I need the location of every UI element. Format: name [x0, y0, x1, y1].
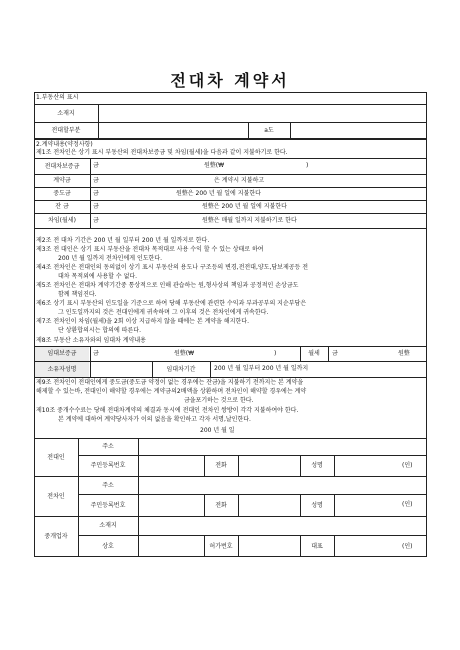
broker-label: 중개업자 — [44, 533, 68, 540]
deposit-close: ) — [306, 162, 309, 169]
article-line: 제5조 전차인은 전대차 계약기간중 통상적으로 인해 관습하는 원,형사상의 책임과 공정적인 손상금도 — [36, 282, 299, 289]
balance-detail: 원整은 200 년 월 일에 지불한다 — [202, 203, 287, 210]
lessor-address-label: 주소 — [102, 443, 114, 450]
owner-deposit-korean: 원整(₩ — [174, 350, 195, 357]
owner-deposit-close: ) — [274, 350, 277, 357]
broker-trade-name-label: 상호 — [102, 542, 114, 550]
lease-period-value[interactable]: 200 년 월 일부터 200 년 월 일까지 — [214, 365, 309, 372]
monthly-rent-label: 차임(월세) — [48, 217, 76, 224]
monthly-rent-value[interactable]: 금 — [93, 217, 99, 224]
lease-period-label: 임대차기간 — [166, 365, 196, 373]
section1-heading: 1.부동산의 표시 — [36, 94, 79, 101]
article-9-line: 금을포기하는 것으로 한다. — [184, 397, 254, 404]
page-title: 전대차 계약서 — [170, 71, 290, 90]
article-line: 함께 책임진다. — [58, 291, 97, 298]
article-line: 200 년 월 일까지 전차인에게 인도한다. — [58, 255, 163, 262]
monthly-value[interactable]: 금 — [332, 350, 338, 357]
lessee-name-label: 성명 — [311, 501, 323, 509]
location-label: 소재지 — [57, 109, 75, 117]
monthly-label: 월세 — [308, 350, 320, 357]
lessee-id-label: 주민등록번호 — [90, 501, 126, 509]
article-line: 대차 목적외에 사용할 수 없다. — [58, 273, 138, 280]
article-10-line: 본 계약에 대하여 계약당사자가 이의 없음을 확인하고 각자 서명,날인한다. — [58, 416, 251, 423]
balance-label: 잔 금 — [55, 203, 69, 210]
owner-deposit-value[interactable]: 금 — [93, 350, 99, 357]
lessor-label: 전대인 — [47, 453, 65, 461]
article-line: 제6조 상기 표시 부동산의 인도일을 기준으로 하여 당해 부동산에 관련한 수익과 부과공부의 지순부담은 — [36, 300, 307, 307]
article-line: 제3조 전 대인은 상기 표시 부동산을 전대차 목적대로 사용 수익 할 수 있는 상태로 하여 — [36, 246, 264, 253]
lessee-phone-label: 전화 — [215, 501, 227, 509]
article-line: 그 인도일까지의 것은 전대인에게 귀속하며 그 이후의 것은 전차인에게 귀속한다. — [58, 309, 269, 316]
broker-license-label: 허가번호 — [209, 542, 233, 550]
deposit-label: 전대차보증금 — [44, 162, 80, 170]
middle-payment-detail: 원整은 200 년 월 일에 지불한다 — [176, 190, 261, 197]
lessee-label: 전차인 — [47, 492, 65, 500]
area-label: a도 — [264, 127, 274, 134]
lessor-id-label: 주민등록번호 — [90, 462, 126, 469]
article-10-line: 제10조 중개수수료는 당해 전대차계약의 체결과 동시에 전대인 전차인 쌍방이 각각 지불하여야 한다. — [36, 407, 299, 414]
deposit-value[interactable]: 금 — [93, 162, 99, 169]
down-payment-value[interactable]: 금 — [93, 177, 99, 184]
broker-location-label: 소재지 — [99, 522, 117, 529]
lessee-address-label: 주소 — [102, 481, 114, 489]
broker-seal: (인) — [402, 543, 413, 550]
owner-name-label: 소유자성명 — [47, 365, 77, 373]
article-9-line: 해제할 수 있는바, 전대인이 해약할 경우에는 계약금의2배액을 상환하며 전차인이 해약할 경우에는 계약 — [36, 388, 307, 395]
broker-rep-label: 대표 — [311, 542, 323, 550]
lessor-name-label: 성명 — [311, 462, 323, 469]
lessor-phone-label: 전화 — [215, 462, 227, 469]
monthly-rent-detail: 원整은 매월 일까지 지불하기로 한다 — [202, 217, 297, 224]
lessee-seal: (인) — [402, 501, 413, 508]
article-9-line: 제9조 전차인이 전대인에게 중도금(중도금 약정이 없는 경우에는 잔금)을 지불하기 전까지는 본 계약을 — [36, 379, 304, 386]
middle-payment-label: 중도금 — [53, 190, 71, 197]
balance-value[interactable]: 금 — [93, 203, 99, 210]
article-1: 제1조 전차인은 상기 표시 부동산의 전대차보증금 및 차임(월세)을 다음과 같이 지불하기로 한다. — [36, 149, 288, 156]
contract-date[interactable]: 200 년 월 일 — [200, 427, 235, 434]
deposit-korean: 원整(₩ — [204, 162, 225, 169]
article-line: 제4조 전차인은 전대인의 동의없이 상기 표시 부동산의 용도나 구조등의 변경,전전대,양도,담보제공등 전 — [36, 264, 309, 271]
article-8-heading: 제8조 부동산 소유자와의 임대차 계약내용 — [36, 337, 146, 344]
down-payment-detail: 은 계약시 지불하고 — [214, 177, 265, 184]
sublease-part-label: 전대할부분 — [51, 127, 81, 134]
middle-payment-value[interactable]: 금 — [93, 190, 99, 197]
section2-heading: 2.계약내용(약정사항) — [36, 141, 93, 148]
article-line: 제2조 전 대차 기간은 200 년 월 일부터 200 년 월 일까지로 한다. — [36, 237, 210, 244]
monthly-unit: 원整 — [398, 350, 410, 357]
owner-deposit-label: 임대보증금 — [47, 350, 77, 357]
article-line: 단 상환합의시는 합의에 따른다. — [58, 327, 141, 334]
down-payment-label: 계약금 — [53, 177, 71, 184]
lessor-seal: (인) — [402, 462, 413, 469]
article-line: 제7조 전차인이 차임(월세)을 2회 이상 지급하지 않을 때에는 본 계약을 해지한다. — [36, 318, 249, 325]
